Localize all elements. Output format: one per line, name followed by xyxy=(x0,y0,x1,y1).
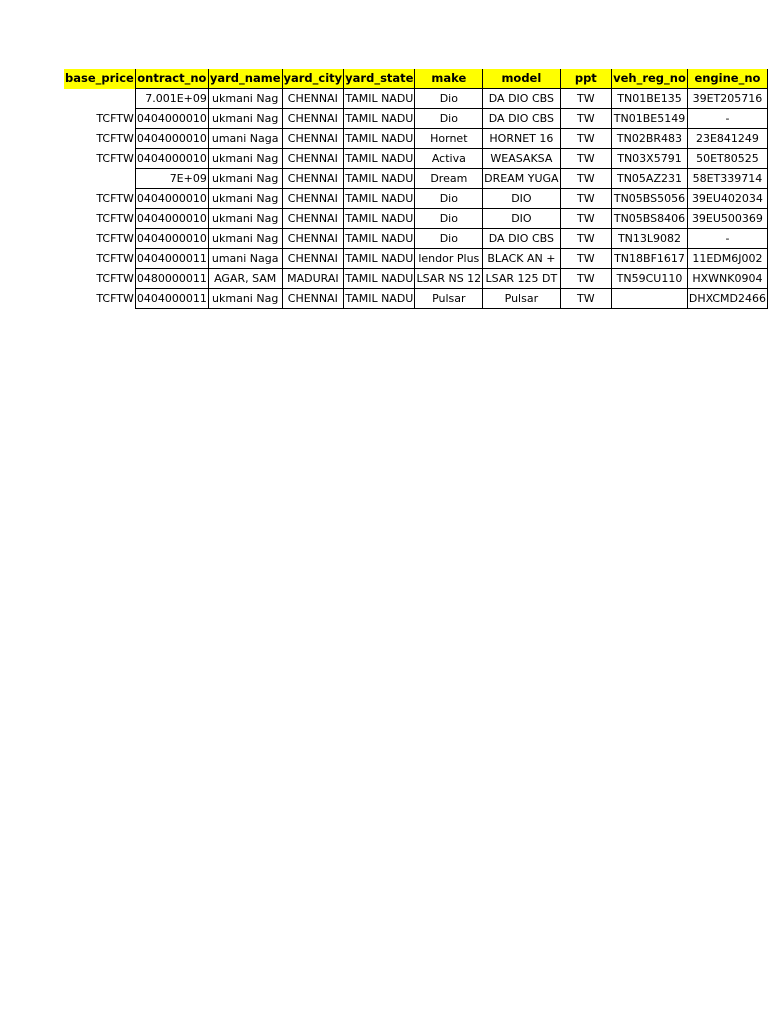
cell-yard-name[interactable]: ukmani Nag xyxy=(208,229,282,249)
cell-model[interactable]: HORNET 16 xyxy=(483,129,560,149)
cell-model[interactable]: DIO xyxy=(483,209,560,229)
cell-yard-city[interactable]: MADURAI xyxy=(282,269,344,289)
cell-ppt[interactable]: TW xyxy=(560,289,612,309)
cell-engine-no[interactable]: HXWNK0904 xyxy=(687,269,767,289)
cell-make[interactable]: Dio xyxy=(415,189,483,209)
table-row xyxy=(64,249,768,269)
cell-model[interactable]: DA DIO CBS xyxy=(483,229,560,249)
cell-engine-no[interactable]: 11EDM6J002 xyxy=(687,249,767,269)
cell-ppt[interactable]: TW xyxy=(560,169,612,189)
cell-yard-name[interactable]: ukmani Nag xyxy=(208,189,282,209)
cell-contract-no[interactable]: 0404000010 xyxy=(135,109,208,129)
cell-yard-state[interactable]: TAMIL NADU xyxy=(344,129,415,149)
table-row xyxy=(64,189,768,209)
cell-ppt[interactable]: TW xyxy=(560,269,612,289)
cell-yard-name[interactable]: umani Naga xyxy=(208,249,282,269)
cell-contract-no[interactable]: 0404000010 xyxy=(135,229,208,249)
header-cell-contract-no[interactable]: ontract_no xyxy=(135,69,208,89)
cell-yard-name[interactable]: ukmani Nag xyxy=(208,149,282,169)
cell-engine-no[interactable]: 39EU402034 xyxy=(687,189,767,209)
cell-veh-reg-no[interactable]: TN01BE5149 xyxy=(612,109,688,129)
cell-yard-city[interactable]: CHENNAI xyxy=(282,249,344,269)
cell-ppt[interactable]: TW xyxy=(560,109,612,129)
cell-contract-no[interactable]: 7.001E+09 xyxy=(135,89,208,109)
cell-yard-name[interactable]: ukmani Nag xyxy=(208,209,282,229)
cell-yard-name[interactable]: AGAR, SAM xyxy=(208,269,282,289)
cell-engine-no[interactable]: 39EU500369 xyxy=(687,209,767,229)
cell-base-price[interactable]: TCFTW xyxy=(96,232,134,245)
cell-yard-city[interactable]: CHENNAI xyxy=(282,169,344,189)
cell-model[interactable]: Pulsar xyxy=(483,289,560,309)
cell-yard-city[interactable]: CHENNAI xyxy=(282,129,344,149)
cell-yard-name[interactable]: ukmani Nag xyxy=(208,289,282,309)
cell-veh-reg-no[interactable]: TN02BR483 xyxy=(612,129,688,149)
cell-engine-no[interactable]: - xyxy=(687,109,767,129)
cell-yard-city[interactable]: CHENNAI xyxy=(282,89,344,109)
cell-make[interactable]: lendor Plus xyxy=(415,249,483,269)
cell-veh-reg-no[interactable]: TN13L9082 xyxy=(612,229,688,249)
cell-model[interactable]: DA DIO CBS xyxy=(483,89,560,109)
table-row xyxy=(64,209,768,229)
cell-veh-reg-no[interactable]: TN05BS5056 xyxy=(612,189,688,209)
header-cell-model[interactable]: model xyxy=(483,69,560,89)
cell-yard-state[interactable]: TAMIL NADU xyxy=(344,169,415,189)
cell-engine-no[interactable]: 50ET80525 xyxy=(687,149,767,169)
cell-yard-city[interactable]: CHENNAI xyxy=(282,189,344,209)
cell-base-price[interactable] xyxy=(64,89,135,109)
cell-ppt[interactable]: TW xyxy=(560,149,612,169)
cell-ppt[interactable]: TW xyxy=(560,189,612,209)
table-row xyxy=(64,229,768,249)
cell-engine-no[interactable]: DHXCMD2466 xyxy=(687,289,767,309)
cell-yard-city[interactable]: CHENNAI xyxy=(282,289,344,309)
cell-yard-state[interactable]: TAMIL NADU xyxy=(344,89,415,109)
cell-contract-no[interactable]: 0404000010 xyxy=(135,149,208,169)
table-row xyxy=(64,289,768,309)
cell-ppt[interactable]: TW xyxy=(560,249,612,269)
cell-engine-no[interactable]: - xyxy=(687,229,767,249)
cell-veh-reg-no[interactable]: TN03X5791 xyxy=(612,149,688,169)
cell-model[interactable]: DREAM YUGA xyxy=(483,169,560,189)
cell-contract-no[interactable]: 0404000011 xyxy=(135,249,208,269)
cell-ppt[interactable]: TW xyxy=(560,89,612,109)
cell-yard-state[interactable]: TAMIL NADU xyxy=(344,149,415,169)
header-cell-veh-reg-no[interactable]: veh_reg_no xyxy=(612,69,688,89)
cell-yard-state[interactable]: TAMIL NADU xyxy=(344,109,415,129)
table-row xyxy=(64,89,768,109)
spreadsheet-table xyxy=(64,69,768,309)
cell-model[interactable]: DIO xyxy=(483,189,560,209)
cell-engine-no[interactable]: 23E841249 xyxy=(687,129,767,149)
cell-yard-state[interactable]: TAMIL NADU xyxy=(344,289,415,309)
cell-ppt[interactable]: TW xyxy=(560,129,612,149)
cell-make[interactable]: Dream xyxy=(415,169,483,189)
cell-base-price[interactable]: TCFTW xyxy=(96,292,134,305)
cell-contract-no[interactable]: 0404000010 xyxy=(135,209,208,229)
header-cell-base-price[interactable]: base_price xyxy=(64,69,135,89)
header-cell-yard-name[interactable]: yard_name xyxy=(208,69,282,89)
cell-yard-city[interactable]: CHENNAI xyxy=(282,229,344,249)
cell-yard-name[interactable]: ukmani Nag xyxy=(208,169,282,189)
cell-ppt[interactable]: TW xyxy=(560,229,612,249)
cell-make[interactable]: Dio xyxy=(415,229,483,249)
cell-base-price[interactable]: TCFTW xyxy=(96,132,134,145)
cell-model[interactable]: + BLACK AN xyxy=(483,249,560,269)
cell-yard-state[interactable]: TAMIL NADU xyxy=(344,209,415,229)
cell-base-price[interactable]: TCFTW xyxy=(96,152,134,165)
cell-base-price[interactable]: TCFTW xyxy=(96,112,134,125)
cell-engine-no[interactable]: 39ET205716 xyxy=(687,89,767,109)
cell-veh-reg-no[interactable]: TN05AZ231 xyxy=(612,169,688,189)
cell-veh-reg-no[interactable] xyxy=(612,289,688,309)
table-row xyxy=(64,129,768,149)
table-row xyxy=(64,169,768,189)
cell-model[interactable]: LSAR 125 DT xyxy=(483,269,560,289)
cell-base-price[interactable]: TCFTW xyxy=(96,192,134,205)
cell-make[interactable]: Pulsar xyxy=(415,289,483,309)
cell-contract-no[interactable]: 0404000011 xyxy=(135,289,208,309)
cell-base-price[interactable]: TCFTW xyxy=(96,252,134,265)
cell-yard-name[interactable]: umani Naga xyxy=(208,129,282,149)
cell-contract-no[interactable]: 0404000010 xyxy=(135,189,208,209)
cell-contract-no[interactable]: 0480000011 xyxy=(135,269,208,289)
table-row xyxy=(64,269,768,289)
cell-make[interactable]: LSAR NS 12 xyxy=(415,269,483,289)
header-cell-yard-city[interactable]: yard_city xyxy=(282,69,344,89)
cell-model[interactable]: WEASAKSA xyxy=(483,149,560,169)
cell-yard-state[interactable]: TAMIL NADU xyxy=(344,229,415,249)
cell-contract-no[interactable]: 0404000010 xyxy=(135,129,208,149)
header-row xyxy=(64,69,768,89)
cell-make[interactable]: Dio xyxy=(415,89,483,109)
cell-yard-city[interactable]: CHENNAI xyxy=(282,149,344,169)
cell-veh-reg-no[interactable]: TN59CU110 xyxy=(612,269,688,289)
cell-yard-state[interactable]: TAMIL NADU xyxy=(344,189,415,209)
cell-veh-reg-no[interactable]: TN01BE135 xyxy=(612,89,688,109)
header-cell-make[interactable]: make xyxy=(415,69,483,89)
table-row xyxy=(64,109,768,129)
table-row xyxy=(64,149,768,169)
cell-yard-name[interactable]: ukmani Nag xyxy=(208,89,282,109)
cell-veh-reg-no[interactable]: TN18BF1617 xyxy=(612,249,688,269)
cell-make[interactable]: Dio xyxy=(415,109,483,129)
cell-base-price[interactable] xyxy=(64,169,135,189)
cell-yard-city[interactable]: CHENNAI xyxy=(282,109,344,129)
cell-make[interactable]: Hornet xyxy=(415,129,483,149)
header-cell-ppt[interactable]: ppt xyxy=(560,69,612,89)
cell-base-price[interactable]: TCFTW xyxy=(96,212,134,225)
cell-yard-state[interactable]: TAMIL NADU xyxy=(344,269,415,289)
cell-yard-city[interactable]: CHENNAI xyxy=(282,209,344,229)
cell-contract-no[interactable]: 7E+09 xyxy=(135,169,208,189)
cell-model[interactable]: DA DIO CBS xyxy=(483,109,560,129)
cell-ppt[interactable]: TW xyxy=(560,209,612,229)
cell-veh-reg-no[interactable]: TN05BS8406 xyxy=(612,209,688,229)
cell-engine-no[interactable]: 58ET339714 xyxy=(687,169,767,189)
header-cell-engine-no[interactable]: engine_no xyxy=(687,69,767,89)
cell-base-price[interactable]: TCFTW xyxy=(96,272,134,285)
header-cell-yard-state[interactable]: yard_state xyxy=(344,69,415,89)
cell-make[interactable]: Activa xyxy=(415,149,483,169)
cell-yard-state[interactable]: TAMIL NADU xyxy=(344,249,415,269)
cell-make[interactable]: Dio xyxy=(415,209,483,229)
cell-yard-name[interactable]: ukmani Nag xyxy=(208,109,282,129)
